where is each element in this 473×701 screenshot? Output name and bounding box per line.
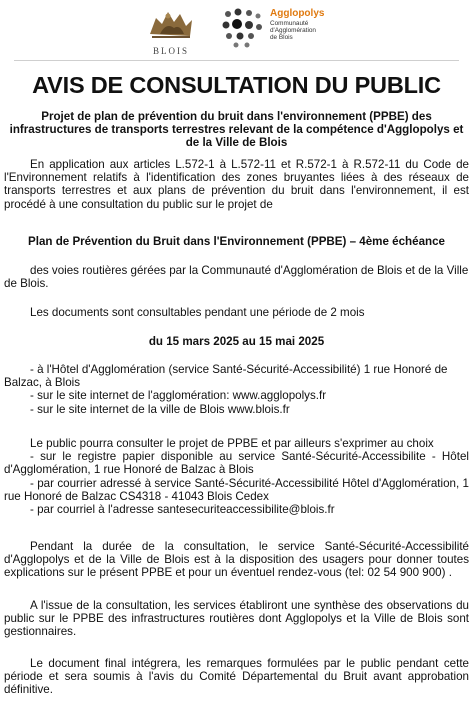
intro-paragraph: En application aux articles L.572-1 à L.572-11 et R.572-1 à R.572-11 du Code de l'Environnement relatifs à l'identification des zones bruyantes liées à des réseaux de transports terrestres et aux plans de prévention du bruit dans l'environnement, il est procédé à une consultation du public sur le projet de xyxy=(4,158,469,211)
location-item: - sur le site internet de l'agglomération: www.agglopolys.fr xyxy=(30,389,327,403)
header-logos xyxy=(0,4,473,56)
agglopolys-brand: Agglopolys xyxy=(270,8,325,19)
comment-option: - par courriel à l'adresse santesecuriteaccessibilite@blois.fr xyxy=(30,503,335,517)
divider xyxy=(14,60,459,61)
blois-logo-text: BLOIS xyxy=(152,46,189,56)
comments-intro: Le public pourra consulter le projet de PPBE et par ailleurs s'exprimer au choix xyxy=(30,437,434,450)
final-paragraph: Le document final intégrera, les remarques formulées par le public pendant cette période et sera soumis à l'avis du Comité Départemental du Bruit avant approbation définitive. xyxy=(4,657,469,697)
synthesis-paragraph: A l'issue de la consultation, les services établiront une synthèse des observations du public sur le PPBE des infrastructures routières dont Agglopolys et la Ville de Blois sont gestionnaires. xyxy=(4,599,469,639)
location-item: - sur le site internet de la ville de Blois www.blois.fr xyxy=(30,402,290,416)
agglopolys-dots-icon xyxy=(220,6,266,50)
location-item: - à l'Hôtel d'Agglomération (service Santé-Sécurité-Accessibilité) 1 rue Honoré de Balzac, à Blois xyxy=(4,363,448,390)
comments-section xyxy=(4,437,469,516)
agglopolys-logo xyxy=(220,6,340,50)
blois-crest-icon xyxy=(146,4,196,44)
blois-logo xyxy=(146,4,196,56)
page-title: AVIS DE CONSULTATION DU PUBLIC xyxy=(32,72,441,98)
notice-subtitle: Projet de plan de prévention du bruit dans l'environnement (PPBE) des infrastructures de transports terrestres relevant de la compétence d'Agglopolys et de la Ville de Blois xyxy=(9,110,464,149)
plan-title: Plan de Prévention du Bruit dans l'Environnement (PPBE) – 4ème échéance xyxy=(27,235,446,248)
availability-text: Les documents sont consultables pendant une période de 2 mois xyxy=(30,306,365,319)
comment-option: - par courrier adressé à service Santé-Sécurité-Accessibilité Hôtel d'Agglomération, 1 rue Honoré de Balzac CS4318 - 41043 Blois Cedex xyxy=(4,476,469,503)
consultation-dates: du 15 mars 2025 au 15 mai 2025 xyxy=(148,335,325,348)
locations-list xyxy=(4,363,469,416)
agglopolys-subtitle: Communauté d'Agglomération de Blois xyxy=(270,20,316,41)
duration-paragraph: Pendant la durée de la consultation, le service Santé-Sécurité-Accessibilité d'Agglopolys et de la Ville de Blois est à la disposition des usagers pour donner toutes explications sur le présent PPBE et pour un éventuel rendez-vous (tel: 02 54 900 900) . xyxy=(4,540,469,580)
comment-option: - sur le registre papier disponible au service Santé-Sécurité-Accessibilite - Hôtel d'Agglomération, 1 rue Honoré de Balzac à Blois xyxy=(4,450,469,477)
plan-scope: des voies routières gérées par la Communauté d'Agglomération de Blois et de la Ville de Blois. xyxy=(4,264,469,291)
